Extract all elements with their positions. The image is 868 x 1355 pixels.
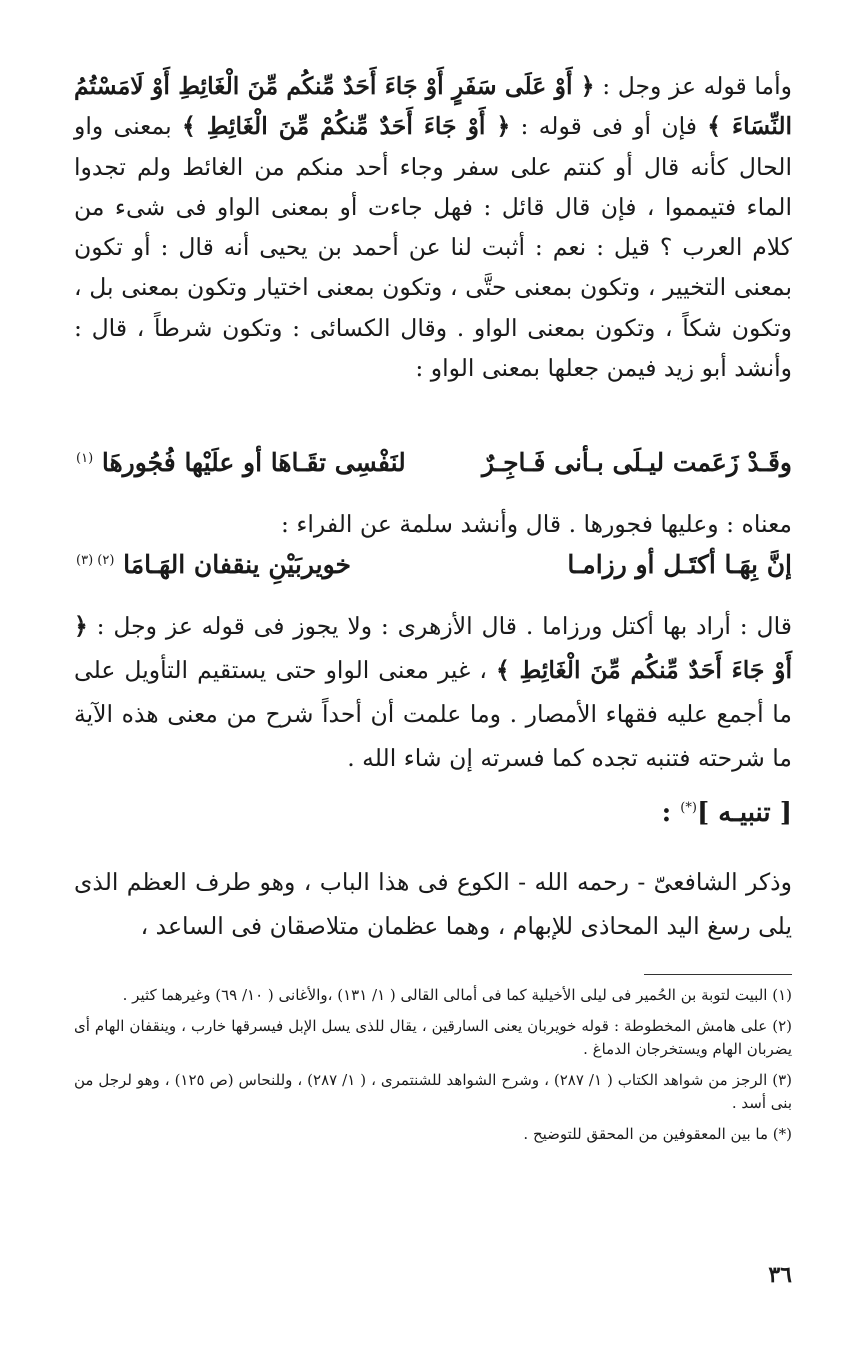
verse-second-text: لنَفْسِى تقَـاهَا أو علَيْها فُجُورهَا [101,448,406,477]
footnote-editor-note: (*) ما بين المعقوفين من المحقق للتوضيح . [523,1125,792,1143]
paragraph-tail: ، غير معنى الواو حتى يستقيم التأويل على ما أجمع عليه فقهاء الأمصار . وما علمت أن أحداً شرح من معنى هذه الآية ما شرحته فتنبه تجده كما فسرته إن شاء الله . [74,656,792,772]
section-heading [662,798,792,828]
paragraph-text: وذكر الشافعىّ - رحمه الله - الكوع فى هذا الباب ، وهو طرف العظم الذى يلى رسغ اليد المحاذى للإبهام ، وهما عظمان متلاصقان فى الساعد ، [74,868,792,940]
footnote-1: (١) البيت لتوبة بن الحُمير فى ليلى الأخيلية كما فى أمالى القالى ( ١/ ١٣١) ،والأغانى ( ١٠/ ٦٩) وغيرهما كثير . [122,986,792,1004]
footnotes [74,984,792,1154]
verse-first-hemistich: إنَّ بِهَـا أكتَـل أو رزامـا [567,550,792,579]
paragraph-text [74,66,792,388]
paragraph-mid: فإن أو فى قوله : [510,112,708,141]
page-number: ٣٦ [768,1262,792,1288]
quran-quote: ﴿ أَوْ جَاءَ أَحَدٌ مِّنكُمْ مِّنَ الْغَائِطِ ﴾ [181,112,511,141]
heading-mark: (*) [680,800,697,816]
heading-colon: : [661,798,681,828]
footnote-ref: (٢) (٣) [76,552,115,568]
commentary-paragraph [74,604,792,780]
closing-paragraph [74,860,792,948]
main-paragraph [74,66,792,388]
poetry-verse-2 [74,550,792,579]
verse-first-hemistich: وقَـدْ زَعَمت ليـلَى بـأنى فَـاجِـرٌ [481,448,792,477]
quran-quote: ﴿ أَوْ جَاءَ أَحَدٌ مِّنكُم مِّنَ الْغَائِطِ ﴾ [74,612,793,684]
paragraph-text [74,604,792,780]
footnote-2: (٢) على هامش المخطوطة : قوله خويربان يعنى السارقين ، يقال للذى يسل الإبل فيسرقها خارب ، وينقفان الهام أى يضربان الهام ويستخرجان الدماغ . [74,1017,792,1058]
paragraph-tail: بمعنى واو الحال كأنه قال أو كنتم على سفر وجاء أحد منكم من الغائط ولم تجدوا الماء فتيمموا ، فإن قال قائل : فهل جاءت أو بمعنى الواو فى شىء من كلام العرب ؟ قيل : نعم : أثبت لنا عن أحمد بن يحيى أنه قال : أو تكون بمعنى التخيير ، وتكون بمعنى حتَّى ، وتكون بمعنى اختيار وتكون بمعنى بل ، وتكون شكاً ، وتكون بمعنى الواو . وقال الكسائى : وتكون شرطاً ، قال : وأنشد أبو زيد فيمن جعلها بمعنى الواو : [74,112,792,383]
heading-text: [ تنبيـه ] [696,798,792,828]
footnote-ref: (١) [76,450,94,466]
footnote-3: (٣) الرجز من شواهد الكتاب ( ١/ ٢٨٧) ، وشرح الشواهد للشنتمرى ، ( ١/ ٢٨٧) ، وللنحاس (ص ١٢٥) ، وهو لرجل من بنى أسد . [74,1071,792,1112]
paragraph-lead: وأما قوله عز وجل : [594,72,793,100]
footnote-separator [644,974,792,975]
verse-second-hemistich [74,448,406,477]
verse-second-hemistich [74,550,351,579]
meaning-line: معناه : وعليها فجورها . قال وأنشد سلمة عن الفراء : [280,510,792,538]
poetry-verse-1 [74,448,792,477]
paragraph-lead: قال : أراد بها أكتل ورزاما . قال الأزهرى : ولا يجوز فى قوله عز وجل : [87,612,792,640]
verse-second-text: خويربَيْنِ ينقفان الهَـامَا [123,550,351,579]
quran-quote: ﴿ أَوْ عَلَى سَفَرٍ أَوْ جَاءَ أَحَدٌ مِّنكُم مِّنَ الْغَائِطِ أَوْ لَامَسْتُمُ النِّسَاءَ ﴾ [74,72,793,141]
